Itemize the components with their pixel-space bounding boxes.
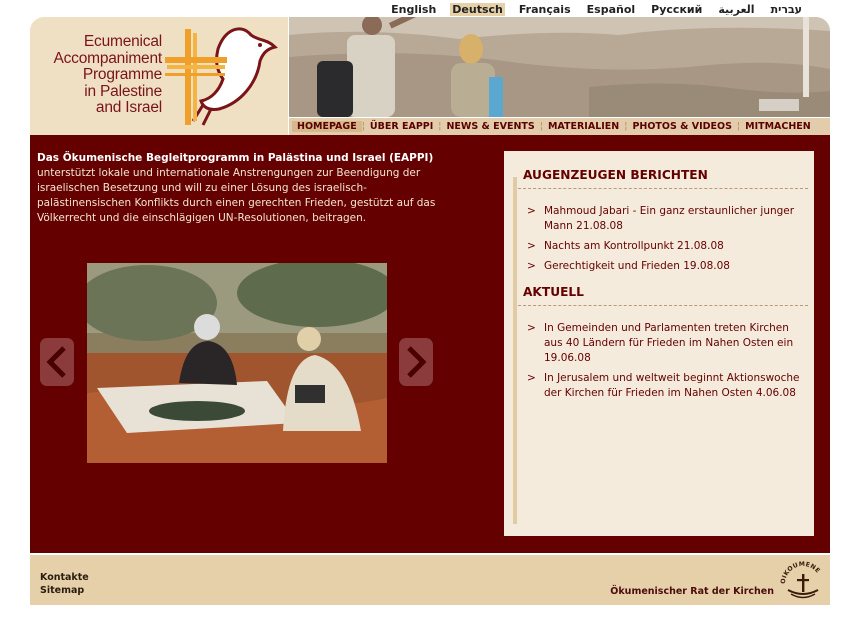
intro-bold: Das Ökumenische Begleitprogramm in Palästina und Israel (EAPPI) — [37, 152, 434, 164]
divider — [518, 305, 808, 306]
council-name[interactable]: Ökumenischer Rat der Kirchen — [610, 586, 774, 597]
list-item-link[interactable]: Gerechtigkeit und Frieden 19.08.08 — [544, 260, 730, 272]
lang-deutsch[interactable]: Deutsch — [452, 3, 503, 16]
emblem-text: OIKOUMENE — [779, 560, 822, 585]
main-content — [30, 135, 830, 553]
nav-photos-videos[interactable]: PHOTOS & VIDEOS — [632, 121, 732, 132]
nav-news-events[interactable]: NEWS & EVENTS — [446, 121, 535, 132]
lang-arabic[interactable]: العربية — [718, 3, 755, 16]
nav-ueber-eappi[interactable]: ÜBER EAPPI — [369, 121, 434, 132]
nav-separator: ¦ — [361, 121, 365, 132]
footer-link-kontakte[interactable]: Kontakte — [40, 572, 89, 583]
bullet-icon: > — [527, 322, 536, 334]
bullet-icon: > — [527, 372, 536, 384]
logo-line: Programme — [82, 66, 162, 83]
divider — [518, 188, 808, 189]
logo-text — [32, 34, 162, 117]
cross-dove-icon — [163, 21, 281, 131]
list-item[interactable] — [523, 321, 808, 366]
aktuell-list — [523, 321, 808, 406]
lang-francais[interactable]: Français — [518, 3, 571, 16]
chevron-left-icon — [46, 345, 68, 379]
lang-russian[interactable]: Русский — [651, 3, 703, 16]
photo-slider[interactable] — [87, 263, 387, 463]
logo-line: Accompaniment — [53, 49, 162, 67]
slider-prev-button[interactable] — [40, 338, 74, 386]
lang-espanol[interactable]: Español — [586, 3, 636, 16]
chevron-right-icon — [405, 345, 427, 379]
list-item-link[interactable]: Mahmoud Jabari - Ein ganz erstaunlicher junger Mann 21.08.08 — [544, 205, 795, 232]
section-title-augenzeugen: AUGENZEUGEN BERICHTEN — [523, 168, 708, 182]
bullet-icon: > — [527, 260, 536, 272]
nav-materialien[interactable]: MATERIALIEN — [547, 121, 620, 132]
nav-homepage[interactable]: HOMEPAGE — [292, 121, 362, 132]
site-footer — [30, 555, 830, 605]
bullet-icon: > — [527, 205, 536, 217]
augenzeugen-list — [523, 204, 808, 279]
header-photo — [289, 17, 830, 117]
nav-separator: ¦ — [438, 121, 442, 132]
news-panel — [504, 151, 814, 536]
list-item-link[interactable]: Nachts am Kontrollpunkt 21.08.08 — [544, 240, 724, 252]
intro-text — [37, 151, 437, 226]
nav-separator: ¦ — [539, 121, 543, 132]
lang-english[interactable]: English — [391, 3, 437, 16]
nav-mitmachen[interactable]: MITMACHEN — [745, 121, 811, 132]
main-nav — [289, 118, 830, 135]
logo-line: and Israel — [95, 99, 162, 116]
bullet-icon: > — [527, 240, 536, 252]
list-item[interactable] — [523, 204, 808, 234]
list-item-link[interactable]: In Jerusalem und weltweit beginnt Aktionswoche der Kirchen für Frieden im Nahen Osten 4.06.08 — [544, 372, 800, 399]
nav-separator: ¦ — [624, 121, 628, 132]
section-title-aktuell: AKTUELL — [523, 285, 584, 299]
list-item[interactable] — [523, 371, 808, 401]
list-item[interactable] — [523, 259, 808, 274]
intro-rest: unterstützt lokale und internationale Anstrengungen zur Beendigung der israelischen Besetzung und will zu einer Lösung des israelisch-palästinensischen Konflikts durch einen gerechten Frieden, gestützt auf das Völkerrecht und die einschlägigen UN-Resolutionen, beitragen. — [37, 167, 436, 224]
header-landscape-image — [289, 17, 830, 117]
oikoumene-ship-icon[interactable] — [779, 558, 827, 603]
slider-image — [87, 263, 387, 463]
list-item[interactable] — [523, 239, 808, 254]
language-bar — [377, 3, 804, 16]
panel-rail — [513, 177, 517, 524]
logo[interactable] — [30, 17, 288, 135]
footer-link-sitemap[interactable]: Sitemap — [40, 584, 85, 596]
nav-separator: ¦ — [736, 121, 741, 132]
logo-line: Ecumenical — [83, 33, 162, 50]
lang-hebrew[interactable]: עברית — [770, 3, 802, 16]
site-header — [30, 17, 830, 135]
list-item-link[interactable]: In Gemeinden und Parlamenten treten Kirchen aus 40 Ländern für Frieden im Nahen Osten ein 19.06.08 — [544, 322, 794, 364]
slider-next-button[interactable] — [399, 338, 433, 386]
logo-line: in Palestine — [84, 82, 162, 100]
footer-links — [40, 572, 89, 597]
